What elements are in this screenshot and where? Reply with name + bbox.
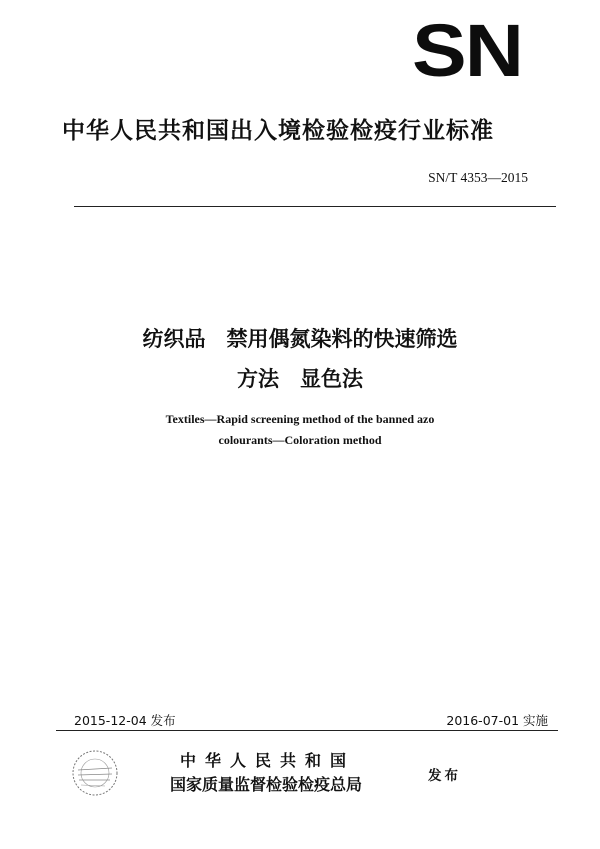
top-divider bbox=[74, 206, 556, 207]
english-title-line-1: Textiles—Rapid screening method of the banned azo bbox=[165, 412, 435, 426]
chinese-title-line-2: 方法 显色法 bbox=[237, 367, 363, 391]
implementation-date: 2016-07-01 实施 bbox=[446, 713, 548, 728]
bottom-divider bbox=[56, 730, 558, 731]
seal-stamp-icon bbox=[70, 748, 120, 798]
english-title-line-2: colourants—Coloration method bbox=[218, 433, 382, 447]
sn-logo: SN bbox=[412, 10, 522, 93]
chinese-title-line-1: 纺织品 禁用偶氮染料的快速筛选 bbox=[142, 327, 458, 351]
publisher-line-2: 国家质量监督检验检疫总局 bbox=[170, 775, 363, 794]
publish-label: 发布 bbox=[428, 768, 461, 784]
issue-date: 2015-12-04 发布 bbox=[74, 713, 176, 728]
standard-number: SN/T 4353—2015 bbox=[428, 170, 528, 185]
publisher-line-1: 中华人民共和国 bbox=[180, 751, 356, 770]
issuer-title: 中华人民共和国出入境检验检疫行业标准 bbox=[62, 118, 494, 144]
